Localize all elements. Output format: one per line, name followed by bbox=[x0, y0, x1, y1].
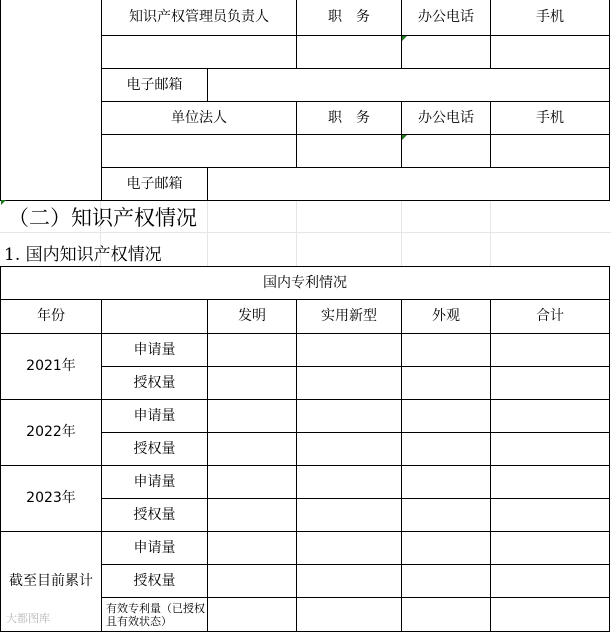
year-cell-cumulative: 截至目前累计 bbox=[0, 531, 102, 632]
contact-left-merged-cell[interactable] bbox=[0, 0, 102, 201]
column-header-invention: 发明 bbox=[207, 299, 297, 334]
data-cell-utility-model[interactable] bbox=[296, 564, 402, 598]
ip-manager-position-cell[interactable] bbox=[296, 35, 402, 69]
data-cell-utility-model[interactable] bbox=[296, 465, 402, 499]
section-subheading: 1. 国内知识产权情况 bbox=[4, 245, 162, 265]
data-cell-design[interactable] bbox=[401, 564, 491, 598]
legal-rep-phone-label: 办公电话 bbox=[401, 101, 491, 135]
legal-rep-mobile-cell[interactable] bbox=[490, 134, 610, 168]
data-cell-utility-model[interactable] bbox=[296, 498, 402, 532]
data-cell-total[interactable] bbox=[490, 531, 610, 565]
legal-rep-email-cell[interactable] bbox=[207, 167, 610, 201]
ip-manager-name-cell[interactable] bbox=[101, 35, 297, 69]
mobile-label: 手机 bbox=[490, 0, 610, 36]
patent-table-title: 国内专利情况 bbox=[0, 266, 610, 300]
data-cell-design[interactable] bbox=[401, 597, 491, 632]
data-cell-utility-model[interactable] bbox=[296, 597, 402, 632]
data-cell-invention[interactable] bbox=[207, 366, 297, 400]
data-cell-total[interactable] bbox=[490, 564, 610, 598]
data-cell-total[interactable] bbox=[490, 366, 610, 400]
data-cell-total[interactable] bbox=[490, 432, 610, 466]
data-cell-invention[interactable] bbox=[207, 432, 297, 466]
gridline bbox=[296, 200, 297, 266]
data-cell-design[interactable] bbox=[401, 432, 491, 466]
row-label-valid-patents: 有效专利量（已授权且有效状态） bbox=[101, 597, 208, 632]
data-cell-invention[interactable] bbox=[207, 498, 297, 532]
legal-rep-position-cell[interactable] bbox=[296, 134, 402, 168]
position-label: 职 务 bbox=[296, 0, 402, 36]
data-cell-invention[interactable] bbox=[207, 465, 297, 499]
legal-rep-mobile-label: 手机 bbox=[490, 101, 610, 135]
section-heading: （二）知识产权情况 bbox=[8, 206, 197, 230]
gridline bbox=[401, 200, 402, 266]
data-cell-invention[interactable] bbox=[207, 399, 297, 433]
data-cell-design[interactable] bbox=[401, 333, 491, 367]
data-cell-design[interactable] bbox=[401, 399, 491, 433]
gridline bbox=[490, 200, 491, 266]
row-label-applications: 申请量 bbox=[101, 465, 208, 499]
data-cell-total[interactable] bbox=[490, 498, 610, 532]
row-label-grants: 授权量 bbox=[101, 432, 208, 466]
row-label-grants: 授权量 bbox=[101, 366, 208, 400]
legal-rep-name-cell[interactable] bbox=[101, 134, 297, 168]
column-header-year: 年份 bbox=[0, 299, 102, 334]
cell-marker-icon bbox=[402, 135, 407, 140]
column-header-total: 合计 bbox=[490, 299, 610, 334]
data-cell-total[interactable] bbox=[490, 333, 610, 367]
watermark: 大都图库 bbox=[6, 612, 50, 625]
legal-rep-position-label: 职 务 bbox=[296, 101, 402, 135]
row-label-grants: 授权量 bbox=[101, 564, 208, 598]
row-label-applications: 申请量 bbox=[101, 399, 208, 433]
row-label-applications: 申请量 bbox=[101, 333, 208, 367]
ip-manager-email-cell[interactable] bbox=[207, 68, 610, 102]
column-header-utility-model: 实用新型 bbox=[296, 299, 402, 334]
data-cell-design[interactable] bbox=[401, 531, 491, 565]
row-label-applications: 申请量 bbox=[101, 531, 208, 565]
cell-marker-icon bbox=[1, 200, 6, 205]
year-cell-2021: 2021年 bbox=[0, 333, 102, 400]
office-phone-label: 办公电话 bbox=[401, 0, 491, 36]
data-cell-invention[interactable] bbox=[207, 564, 297, 598]
data-cell-total[interactable] bbox=[490, 399, 610, 433]
year-cell-2023: 2023年 bbox=[0, 465, 102, 532]
row-label-grants: 授权量 bbox=[101, 498, 208, 532]
data-cell-utility-model[interactable] bbox=[296, 399, 402, 433]
column-header-type bbox=[101, 299, 208, 334]
column-header-design: 外观 bbox=[401, 299, 491, 334]
data-cell-design[interactable] bbox=[401, 366, 491, 400]
ip-manager-label: 知识产权管理员负责人 bbox=[101, 0, 297, 36]
data-cell-invention[interactable] bbox=[207, 333, 297, 367]
data-cell-utility-model[interactable] bbox=[296, 432, 402, 466]
ip-manager-phone-cell[interactable] bbox=[401, 35, 491, 69]
year-cell-2022: 2022年 bbox=[0, 399, 102, 466]
data-cell-utility-model[interactable] bbox=[296, 531, 402, 565]
gridline bbox=[207, 200, 208, 266]
ip-manager-mobile-cell[interactable] bbox=[490, 35, 610, 69]
data-cell-total[interactable] bbox=[490, 465, 610, 499]
data-cell-design[interactable] bbox=[401, 498, 491, 532]
data-cell-invention[interactable] bbox=[207, 531, 297, 565]
data-cell-utility-model[interactable] bbox=[296, 366, 402, 400]
email-label-2: 电子邮箱 bbox=[101, 167, 208, 201]
data-cell-invention[interactable] bbox=[207, 597, 297, 632]
email-label: 电子邮箱 bbox=[101, 68, 208, 102]
gridline bbox=[0, 232, 611, 233]
legal-rep-label: 单位法人 bbox=[101, 101, 297, 135]
legal-rep-phone-cell[interactable] bbox=[401, 134, 491, 168]
data-cell-design[interactable] bbox=[401, 465, 491, 499]
data-cell-utility-model[interactable] bbox=[296, 333, 402, 367]
cell-marker-icon bbox=[402, 36, 407, 41]
data-cell-total[interactable] bbox=[490, 597, 610, 632]
